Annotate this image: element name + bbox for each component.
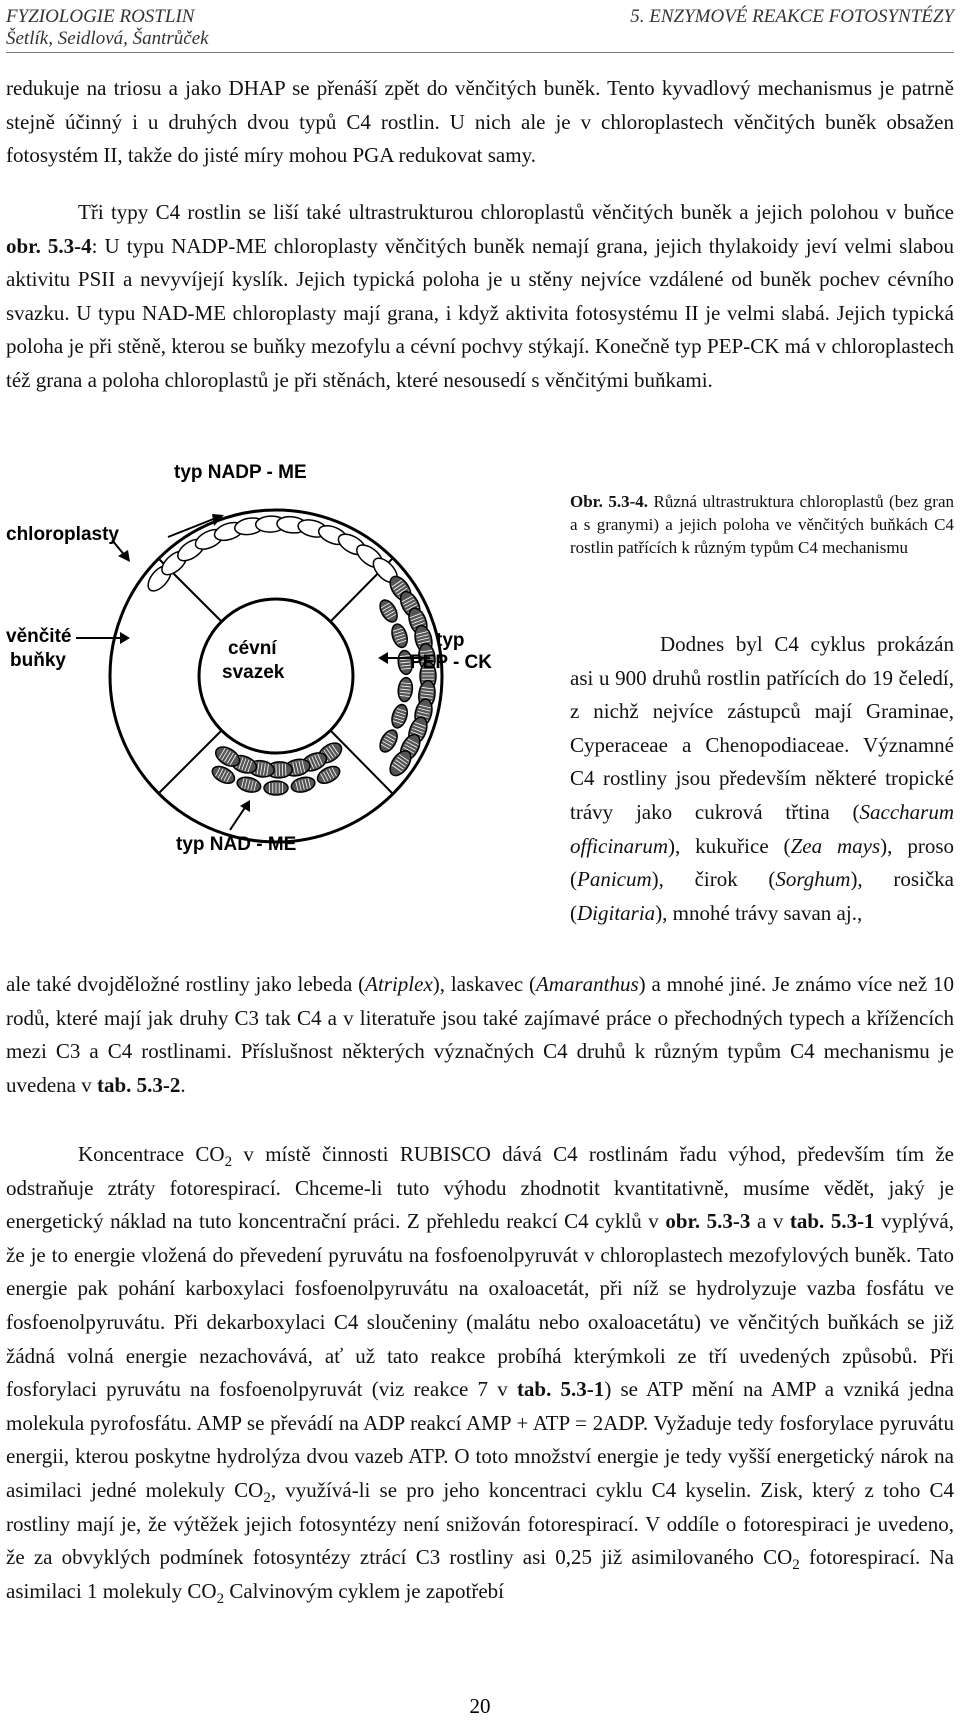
text-run: ), rosička ( (570, 867, 954, 925)
table-reference: tab. 5.3-1 (516, 1377, 605, 1402)
subscript: 2 (224, 1154, 233, 1171)
book-title: FYZIOLOGIE ROSTLIN (6, 6, 195, 27)
table-reference: tab. 5.3-2 (96, 1072, 181, 1097)
arrow-line (230, 806, 246, 830)
label-pep-ck: PEP - CK (410, 652, 493, 673)
label-vencite: věnčité (6, 626, 72, 647)
caption-text: Různá ultrastruktura chloroplastů (bez gran a s granymi) a jejich poloha ve věnčitých buňkách C4 rostlin patřících k různým typům C4 mechanismu (570, 492, 954, 557)
label-typ: typ (436, 630, 465, 651)
paragraph-5 (6, 1138, 954, 1608)
subscript: 2 (216, 1590, 225, 1607)
text-run: vyplývá, že je to energie vložená do převedení pyruvátu na fosfoenolpyruvát v chloroplastech mezofylových buněk. Tato energie pak pohání karboxylaci fosfoenolpyruvátu na oxaloacetát, při níž se hydrolyzuje vazba fosfátu ve fosfoenolpyruvátu. Při dekarboxylaci C4 sloučeniny (malátu nebo oxaloacetátu) ve věnčitých buňkách se již žádná volná energie nezachovává, ať už tato reakce probíhá kterýmkoli ze tří uvedených způsobů. Při fosforylaci pyruvátu na fosfoenolpyruvát (viz reakce 7 v (6, 1209, 954, 1402)
paragraph-1: redukuje na triosu a jako DHAP se přenáší zpět do věnčitých buněk. Tento kyvadlový mechanismus je patrně stejně účinný i u druhých dvou typů C4 rostlin. U nich ale je v chloroplastech věnčitých buněk obsažen fotosystém II, takže do jisté míry mohou PGA redukovat samy. (6, 76, 954, 168)
label-bunky: buňky (10, 650, 66, 671)
text-run: Calvinovým cyklem je zapotřebí (224, 1578, 504, 1603)
arrow-head (118, 550, 130, 562)
paragraph-4 (6, 968, 954, 1102)
authors: Šetlík, Seidlová, Šantrůček (6, 28, 209, 49)
text-run: Koncentrace CO (78, 1142, 225, 1166)
text-run: : U typu NADP-ME chloroplasty věnčitých buněk nemají grana, jejich thylakoidy jeví velmi slabou aktivitu PSII a nevyvíjejí kyslík. Jejich typická poloha je u stěny nejvíce vzdálené od buněk pochev cévního svazku. U typu NAD-ME chloroplasty mají grana, i když aktivita fotosystému II je velmi slabá. Jejich typická poloha je při stěně, kterou se buňky mezofylu a cévní pochvy stýkají. Konečně typ PEP-CK má v chloroplastech též grana a poloha chloroplastů je při stěnách, které nesousedí s věnčitými buňkami. (6, 233, 954, 392)
chapter-title: 5. ENZYMOVÉ REAKCE FOTOSYNTÉZY (630, 6, 954, 27)
text-run: ), proso ( (570, 833, 954, 892)
caption-ref: Obr. 5.3-4. (570, 492, 649, 511)
figure-c4-chloroplast-types (0, 462, 565, 958)
text-run: ), laskavec ( (432, 972, 536, 996)
text-run: Dodnes byl C4 cyklus prokázán asi u 900 druhů rostlin patřících do 19 čeledí, z nichž nejvíce zástupců mají Graminae, Cyperaceae a Chenopodiaceae. Významné C4 rostliny jsou především některé tropické trávy jako cukrová třtina ( (570, 632, 954, 824)
label-chloroplasty: chloroplasty (6, 524, 119, 545)
label-nadp-me: typ NADP - ME (174, 462, 307, 483)
text-run: ) a mnohé jiné. Je známo více než 10 rodů, které mají jak druhy C3 tak C4 a v literatuře jsou také zajímavé práce o přechodných typech a křížencích mezi C3 a C4 rostlinami. Příslušnost některých význačných C4 druhů k různým typům C4 mechanismu je uvedena v (6, 972, 954, 1097)
text-run: ), kukuřice ( (668, 833, 791, 858)
table-reference: tab. 5.3-1 (789, 1209, 875, 1234)
genus-name: Digitaria (577, 900, 656, 925)
text-run: fotorespirací. Na asimilaci 1 molekuly CO (6, 1545, 954, 1603)
label-svazek: svazek (222, 662, 285, 683)
page-number: 20 (469, 1694, 491, 1718)
genus-name: Amaranthus (535, 972, 639, 996)
arrow-head (378, 652, 388, 664)
figure-reference: obr. 5.3-3 (665, 1209, 751, 1234)
text-run: ) se ATP mění na AMP a vzniká jedna molekula pyrofosfátu. AMP se převádí na ADP reakcí AMP + ATP = 2ADP. Vyžaduje tedy fosforylace pyruvátu energii, kterou poskytne hydrolýza dvou vazeb ATP. O toto množství energie je tedy vyšší energetický nárok na asimilaci jedné molekuly CO (6, 1377, 954, 1502)
text-run: Tři typy C4 rostlin se liší také ultrastrukturou chloroplastů věnčitých buněk a jejich polohou v buňce (78, 200, 954, 224)
label-cevni: cévní (228, 638, 277, 659)
figure-reference: obr. 5.3-4 (6, 233, 92, 258)
text-run: ), mnohé trávy savan aj., (655, 900, 863, 925)
side-column-text (570, 628, 954, 930)
column-paragraph (570, 628, 954, 930)
subscript: 2 (263, 1490, 271, 1507)
running-header-left (6, 6, 209, 50)
paragraph-2 (6, 196, 954, 398)
genus-name: Sorghum (775, 867, 851, 892)
label-nad-me: typ NAD - ME (176, 834, 297, 855)
header-rule (6, 52, 954, 53)
arrow-head (240, 800, 250, 812)
text-run: . (180, 1072, 186, 1097)
genus-name: Panicum (577, 867, 652, 892)
cell-wall-radial (158, 730, 222, 794)
subscript: 2 (792, 1557, 800, 1574)
text-run: , využívá-li se pro jeho koncentraci cyklu C4 kyselin. Zisk, který z toho C4 rostliny mají je, že výtěžek jejich fotosyntézy není snižován fotorespirací. V oddíle o fotorespiraci je uvedeno, že za obvyklých podmínek fotosyntézy ztrácí C3 rostliny asi 0,25 již asimilovaného CO (6, 1477, 955, 1570)
text-run: v místě činnosti RUBISCO dává C4 rostlinám řadu výhod, především tím že odstraňuje ztráty fotorespirací. Chceme-li tuto výhodu zhodnotit kvantitativně, musíme vědět, jaký je energetický náklad na tuto koncentrační práci. Z přehledu reakcí C4 cyklů v (6, 1142, 954, 1234)
species-name: Zea mays (790, 833, 881, 858)
arrow-head (120, 632, 130, 644)
figure-drawing (0, 488, 565, 958)
figure-caption (570, 490, 954, 559)
text-run: ale také dvojděložné rostliny jako lebeda ( (6, 972, 366, 996)
text-run: ), čirok ( (651, 867, 776, 892)
genus-name: Atriplex (365, 972, 433, 996)
text-run: a v (750, 1209, 790, 1234)
species-name: Saccharum officinarum (570, 799, 954, 858)
